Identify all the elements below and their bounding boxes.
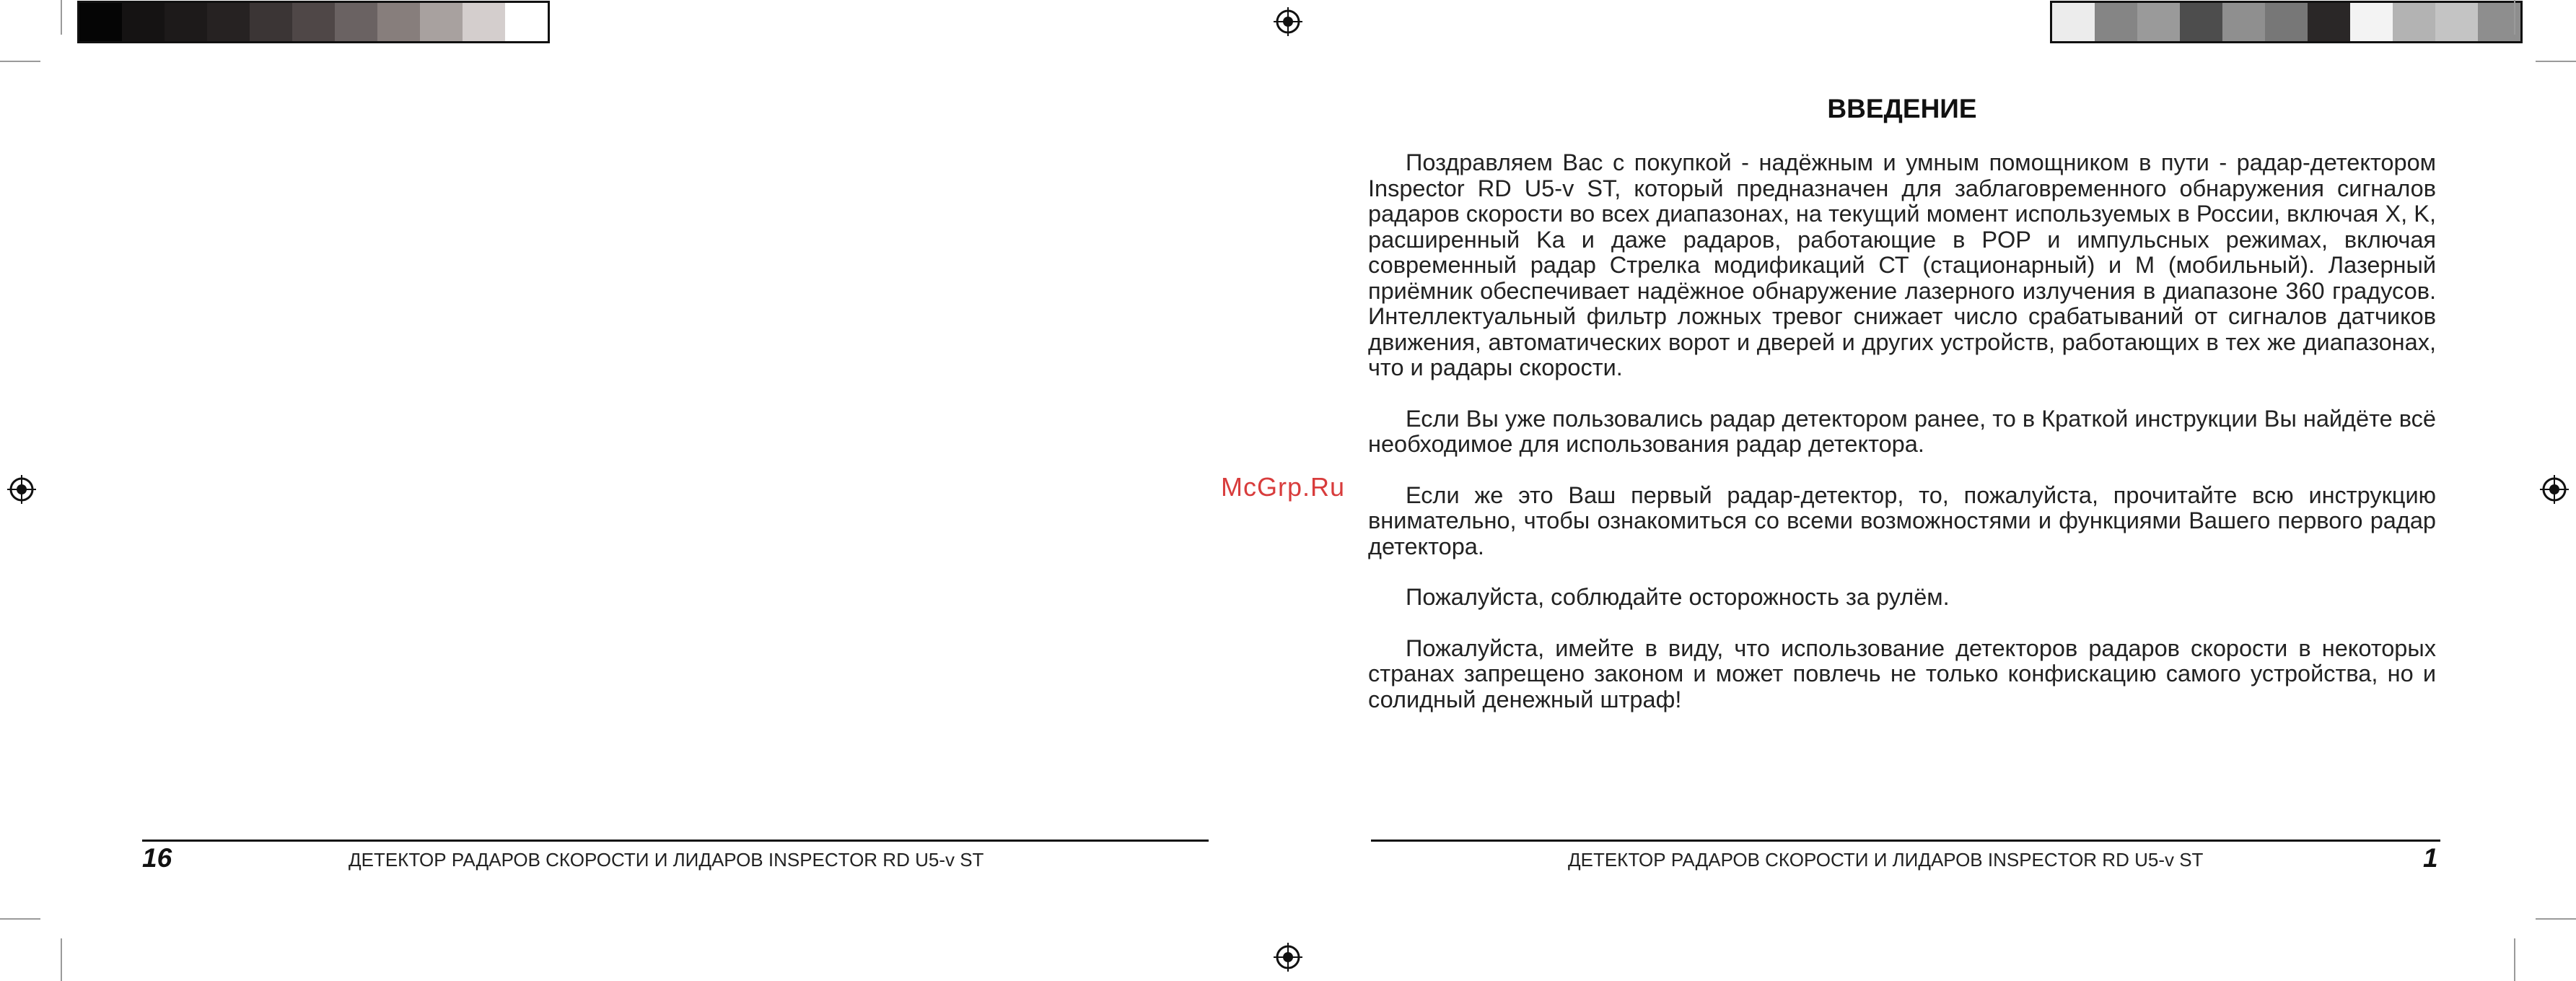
color-swatch [505,3,548,41]
color-swatch [2308,3,2350,41]
intro-body [1368,150,2436,738]
color-swatch [122,3,165,41]
color-swatch [165,3,207,41]
color-calibration-bar-left [77,1,550,43]
color-swatch [2095,3,2137,41]
page-number-left: 16 [142,843,172,873]
color-calibration-bar-right [2050,1,2523,43]
intro-paragraph: Если Вы уже пользовались радар детектором ранее, то в Краткой инструкции Вы найдёте всё необходимое для использования радар детектора. [1368,405,2436,457]
intro-paragraph: Если же это Ваш первый радар-детектор, то, пожалуйста, прочитайте всю инструкцию внимательно, чтобы ознакомиться со всеми возможностями и функциями Вашего первого радар детектора. [1368,481,2436,559]
color-swatch [250,3,292,41]
color-swatch [2180,3,2222,41]
footer-rule-right [1371,840,2440,842]
color-swatch [207,3,250,41]
color-swatch [2052,3,2095,41]
footer-title-right: ДЕТЕКТОР РАДАРОВ СКОРОСТИ И ЛИДАРОВ INSPECTOR RD U5-v ST [1568,849,2204,871]
page-number-right: 1 [2423,843,2438,873]
color-swatch [463,3,505,41]
registration-mark-icon [2540,475,2569,504]
crop-mark [2536,918,2576,920]
crop-mark [2514,0,2515,35]
crop-mark [0,61,40,62]
color-swatch [377,3,420,41]
registration-mark-icon [1274,7,1302,36]
crop-mark [61,938,62,981]
intro-paragraph: Пожалуйста, имейте в виду, что использование детекторов радаров скорости в некоторых странах запрещено законом и может повлечь не только конфискацию самого устройства, но и солидный денежный штраф! [1368,635,2436,712]
color-swatch [420,3,463,41]
color-swatch [2222,3,2265,41]
registration-mark-icon [7,475,36,504]
site-watermark: McGrp.Ru [1221,472,1346,502]
crop-mark [2514,938,2515,981]
page-title: ВВЕДЕНИЕ [1827,94,1977,123]
intro-paragraph: Пожалуйста, соблюдайте осторожность за рулём. [1406,584,1950,610]
intro-paragraph: Поздравляем Вас с покупкой - надёжным и умным помощником в пути - радар-детектором Inspector RD U5-v ST, который предназначен для заблаговременного обнаружения сигналов радаров скорости во всех диапазонах, на текущий момент используемых в России, включая X, K, расширенный Ka и даже радаров, работающие в POP и импульсных режимах, включая современный радар Стрелка модификаций СТ (стационарный) и М (мобильный). Лазерный приёмник обеспечивает надёжное обнаружение лазерного излучения в диапазоне 360 градусов. Интеллектуальный фильтр ложных тревог снижает число срабатываний от сигналов датчиков движения, автоматических ворот и дверей и других устройств, работающих в тех же диапазонах, что и радары скорости. [1368,149,2436,380]
crop-mark [61,0,62,35]
color-swatch [2435,3,2478,41]
registration-mark-icon [1274,943,1302,972]
color-swatch [292,3,335,41]
crop-mark [0,918,40,920]
color-swatch [2137,3,2180,41]
crop-mark [2536,61,2576,62]
color-swatch [2393,3,2435,41]
color-swatch [2350,3,2393,41]
color-swatch [2265,3,2308,41]
footer-title-left: ДЕТЕКТОР РАДАРОВ СКОРОСТИ И ЛИДАРОВ INSPECTOR RD U5-v ST [349,849,984,871]
color-swatch [335,3,377,41]
color-swatch [79,3,122,41]
footer-rule-left [142,840,1209,842]
